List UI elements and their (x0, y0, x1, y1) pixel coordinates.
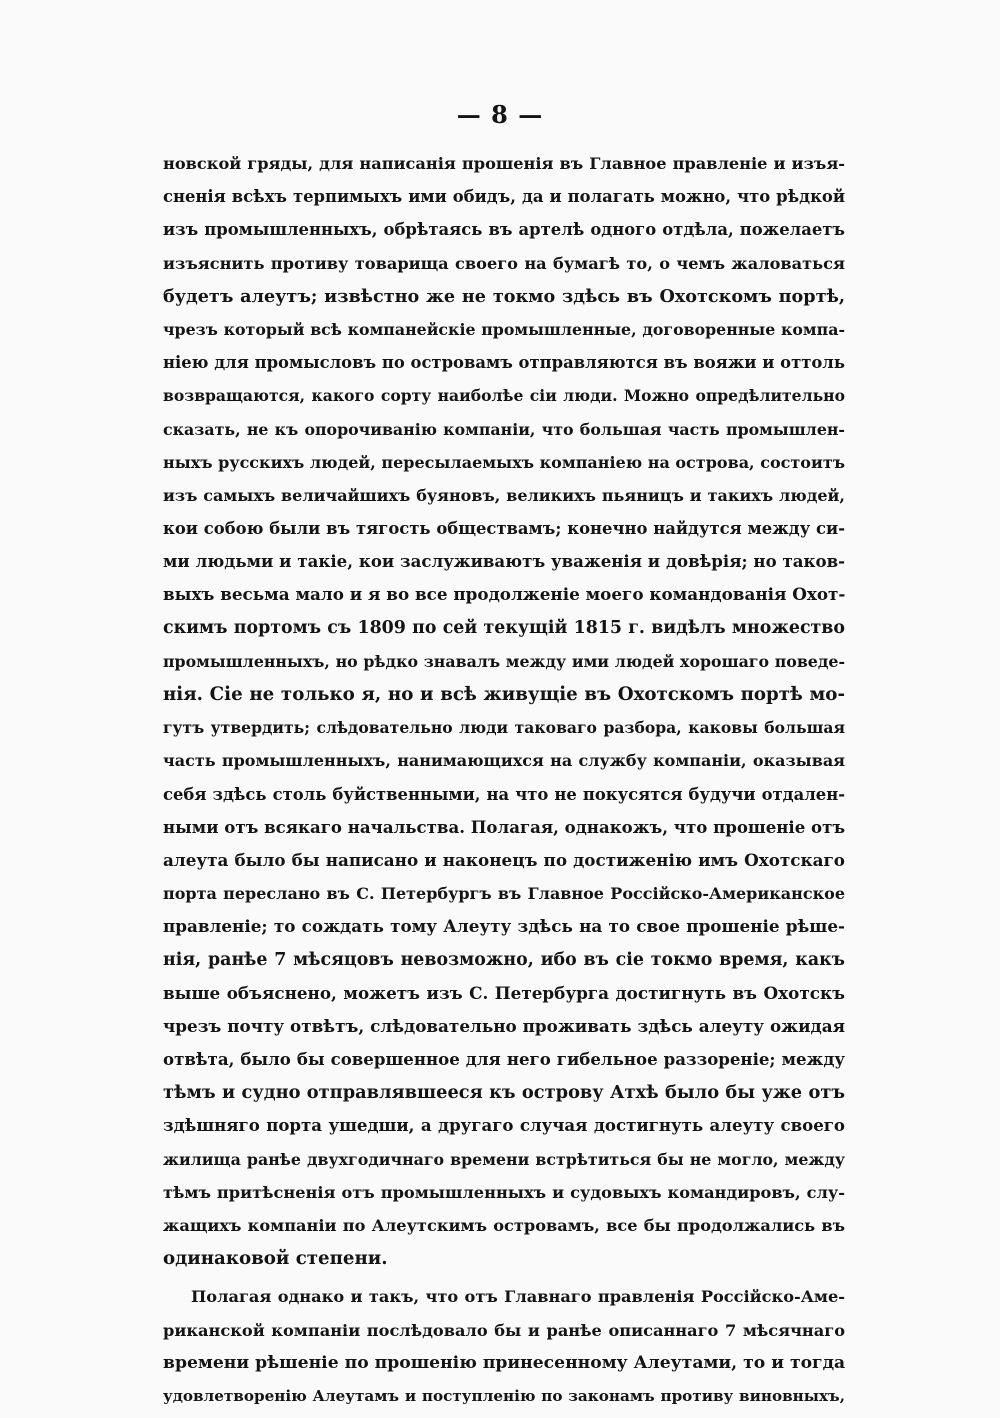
text-line: ніею для промысловъ по островамъ отправляются въ вояжи и оттоль (163, 353, 845, 373)
text-line: сказать, не къ опорочиванію компаніи, что большая часть промышлен- (163, 419, 845, 439)
text-line: себя здѣсь столь буйственными, на что не покусятся будучи отдален- (163, 784, 845, 804)
text-line: изъ промышленныхъ, обрѣтаясь въ артелѣ одного отдѣла, пожелаетъ (163, 220, 845, 240)
text-line: ми людьми и такіе, кои заслуживаютъ уваженія и довѣрія; но таков- (163, 551, 845, 572)
text-line: порта переслано въ С. Петербургъ въ Главное Россійско-Американское (163, 884, 845, 904)
page-number: — 8 — (456, 100, 544, 129)
text-line: отвѣта, было бы совершенное для него гибельное раззореніе; между (163, 1049, 845, 1070)
text-line: удовлетворенію Алеутамъ и поступленію по законамъ противу виновныхъ, (163, 1386, 845, 1405)
text-line: чрезъ почту отвѣтъ, слѣдовательно проживать здѣсь алеуту ожидая (163, 1015, 845, 1036)
text-line: гутъ утвердить; слѣдовательно люди таковаго разбора, каковы большая (163, 718, 845, 738)
text-line: часть промышленныхъ, нанимающихся на службу компаніи, оказывая (163, 751, 845, 771)
paragraph (163, 1280, 845, 1413)
text-line: одинаковой степени. (163, 1248, 388, 1270)
text-line: правленіе; то сождать тому Алеуту здѣсь на то свое прошеніе рѣше- (163, 916, 845, 937)
text-line: кои собою были въ тягость обществамъ; конечно найдутся между си- (163, 519, 845, 539)
text-line: алеута было бы написано и наконецъ по достиженію имъ Охотскаго (163, 849, 845, 870)
text-line: здѣшняго порта ушедши, а другаго случая достигнуть алеуту своего (163, 1115, 845, 1136)
text-line: Полагая однако и такъ, что отъ Главнаго правленія Россійско-Аме- (191, 1287, 845, 1307)
paragraph (163, 147, 845, 1275)
text-line: выхъ весьма мало и я во все продолженіе моего командованія Охот- (163, 584, 845, 605)
text-line: сненія всѣхъ терпимыхъ ими обидъ, да и полагать можно, что рѣдкой (163, 187, 845, 207)
text-line: нія. Сіе не только я, но и всѣ живущіе въ Охотскомъ портѣ мо- (163, 684, 845, 705)
text-line: риканской компаніи послѣдовало бы и ранѣе описаннаго 7 мѣсячнаго (163, 1320, 845, 1340)
text-line: будетъ алеутъ; извѣстно же не токмо здѣсь въ Охотскомъ портѣ, (163, 285, 845, 307)
body-text (163, 147, 845, 1413)
text-line: выше объяснено, можетъ изъ С. Петербурга достигнуть въ Охотскъ (163, 982, 845, 1003)
text-line: жилища ранѣе двухгодичнаго времени встрѣтиться бы не могло, между (163, 1149, 845, 1169)
text-line: тѣмъ притѣсненія отъ промышленныхъ и судовыхъ командировъ, слу- (163, 1182, 845, 1202)
text-line: чрезъ который всѣ компанейскіе промышленные, договоренные компа- (163, 319, 845, 339)
text-line: новской гряды, для написанія прошенія въ Главное правленіе и изъя- (163, 154, 845, 173)
text-line: ныхъ русскихъ людей, пересылаемыхъ компаніею на острова, состоитъ (163, 452, 845, 472)
text-line: возвращаются, какого сорту наиболѣе сіи люди. Можно опредѣлительно (163, 386, 845, 406)
text-line: скимъ портомъ съ 1809 по сей текущій 1815 г. видѣлъ множество (163, 617, 845, 638)
text-line: времени рѣшеніе по прошенію принесенному Алеутами, то и тогда (163, 1352, 845, 1373)
text-line: ными отъ всякаго начальства. Полагая, однакожъ, что прошеніе отъ (163, 816, 845, 837)
text-line: промышленныхъ, но рѣдко знавалъ между ими людей хорошаго поведе- (163, 651, 845, 671)
text-line: жащихъ компаніи по Алеутскимъ островамъ, все бы продолжались въ (163, 1216, 845, 1235)
text-line: изъ самыхъ величайшихъ буяновъ, великихъ пьяницъ и такихъ людей, (163, 485, 845, 505)
text-line: изъяснить противу товарища своего на бумагѣ то, о чемъ жаловаться (163, 253, 845, 273)
text-line: нія, ранѣе 7 мѣсяцовъ невозможно, ибо въ сіе токмо время, какъ (163, 949, 845, 970)
text-line: тѣмъ и судно отправлявшееся къ острову Атхѣ было бы уже отъ (163, 1082, 845, 1104)
